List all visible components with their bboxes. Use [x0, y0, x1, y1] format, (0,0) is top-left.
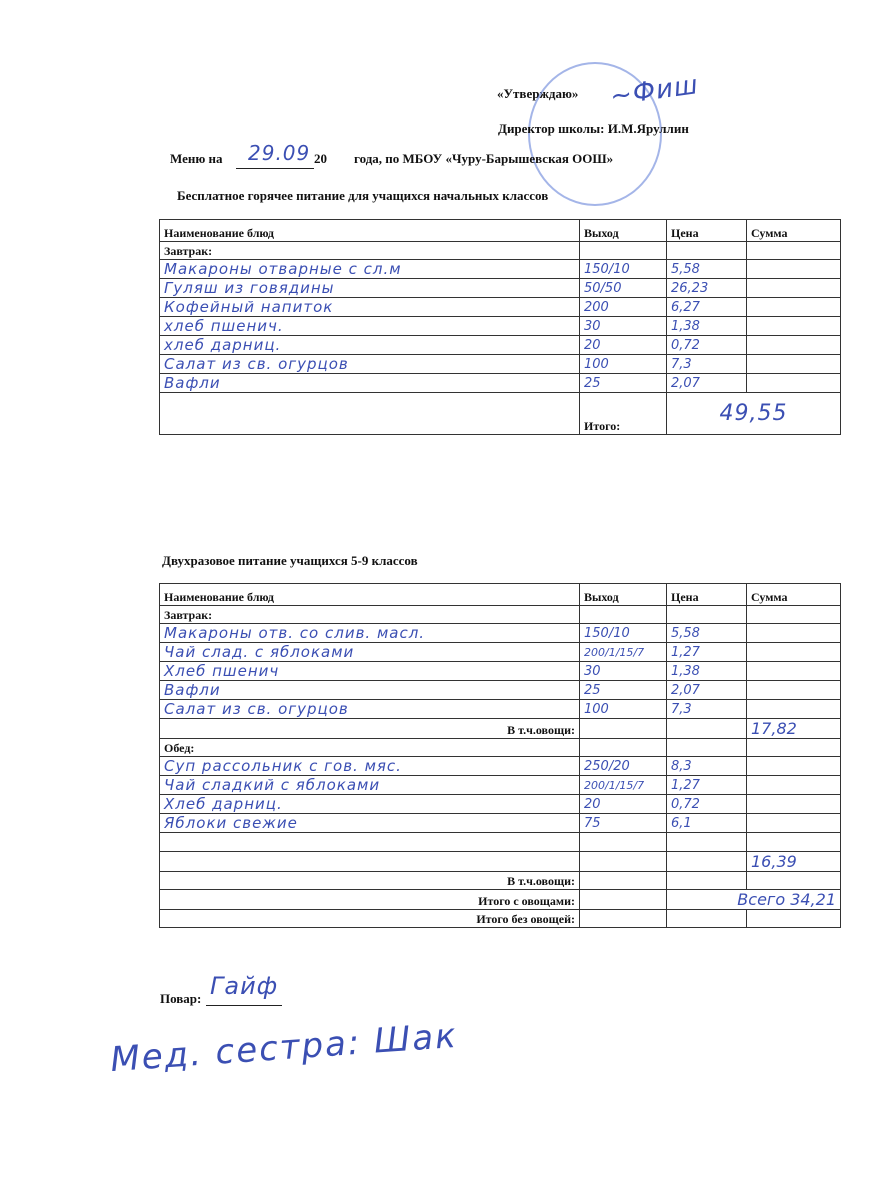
dish-output: 20	[580, 795, 667, 814]
col-price-header: Цена	[667, 220, 747, 242]
menu-date: 29.09	[248, 141, 311, 165]
breakfast-label: Завтрак:	[160, 606, 580, 624]
dish-output: 50/50	[580, 279, 667, 298]
dish-name: Салат из св. огурцов	[160, 700, 580, 719]
dish-name: Хлеб дарниц.	[160, 795, 580, 814]
dish-output: 30	[580, 662, 667, 681]
col-sum-header: Сумма	[747, 584, 841, 606]
dish-name: Макароны отв. со слив. масл.	[160, 624, 580, 643]
two-meal-table	[159, 583, 841, 928]
section1-title: Бесплатное горячее питание для учащихся начальных классов	[177, 188, 549, 203]
dish-price: 2,07	[667, 681, 747, 700]
with-veg-value: Всего 34,21	[667, 890, 841, 910]
table-row	[160, 336, 841, 355]
dish-price: 1,38	[667, 662, 747, 681]
dish-output: 100	[580, 355, 667, 374]
dish-output: 25	[580, 681, 667, 700]
dish-output: 200/1/15/7	[580, 776, 667, 795]
director-line: Директор школы: И.М.Яруллин	[498, 121, 689, 136]
table-row	[160, 317, 841, 336]
dish-output: 200	[580, 298, 667, 317]
col-output-header: Выход	[580, 584, 667, 606]
director-signature: ~Фиш	[608, 69, 701, 113]
dish-name: хлеб дарниц.	[160, 336, 580, 355]
total-label: Итого:	[580, 393, 667, 435]
col-sum-header: Сумма	[747, 220, 841, 242]
dish-output: 30	[580, 317, 667, 336]
dish-name: Салат из св. огурцов	[160, 355, 580, 374]
table-row	[160, 757, 841, 776]
breakfast-total: 17,82	[747, 719, 841, 739]
dish-name: Кофейный напиток	[160, 298, 580, 317]
dish-name: Вафли	[160, 681, 580, 700]
col-name-header: Наименование блюд	[160, 220, 580, 242]
dish-price: 8,3	[667, 757, 747, 776]
dish-output: 25	[580, 374, 667, 393]
meal-label: Завтрак:	[160, 242, 580, 260]
table-row	[160, 681, 841, 700]
table-row	[160, 355, 841, 374]
dish-price: 1,38	[667, 317, 747, 336]
dish-name: Вафли	[160, 374, 580, 393]
with-veg-label: Итого с овощами:	[160, 890, 580, 910]
dish-name: Хлеб пшенич	[160, 662, 580, 681]
table-row	[160, 700, 841, 719]
table-row	[160, 260, 841, 279]
section2-title: Двухразовое питание учащихся 5-9 классов	[162, 553, 418, 568]
without-veg-label: Итого без овощей:	[160, 910, 580, 928]
dish-name: Чай слад. с яблоками	[160, 643, 580, 662]
table-row	[160, 662, 841, 681]
col-price-header: Цена	[667, 584, 747, 606]
dish-name: Гуляш из говядины	[160, 279, 580, 298]
menu-school: года, по МБОУ «Чуру-Барышевская ООШ»	[354, 151, 614, 166]
dish-price: 6,27	[667, 298, 747, 317]
table-row	[160, 298, 841, 317]
dish-price: 26,23	[667, 279, 747, 298]
col-output-header: Выход	[580, 220, 667, 242]
table-row	[160, 776, 841, 795]
table-row	[160, 279, 841, 298]
dish-name: Чай сладкий с яблоками	[160, 776, 580, 795]
table-row	[160, 374, 841, 393]
lunch-label: Обед:	[160, 739, 580, 757]
dish-price: 5,58	[667, 260, 747, 279]
dish-output: 250/20	[580, 757, 667, 776]
nurse-signature: Мед. сестра: Шак	[109, 1015, 459, 1081]
total-value: 49,55	[667, 393, 841, 435]
dish-price: 7,3	[667, 355, 747, 374]
dish-name: Суп рассольник с гов. мяс.	[160, 757, 580, 776]
approval-label: «Утверждаю»	[497, 86, 579, 101]
dish-price: 1,27	[667, 776, 747, 795]
table-row	[160, 814, 841, 833]
dish-price: 1,27	[667, 643, 747, 662]
lunch-total: 16,39	[747, 852, 841, 872]
free-meal-table	[159, 219, 841, 435]
dish-price: 0,72	[667, 795, 747, 814]
dish-price: 7,3	[667, 700, 747, 719]
dish-output: 75	[580, 814, 667, 833]
breakfast-veg-label: В т.ч.овощи:	[160, 719, 580, 739]
table-row	[160, 643, 841, 662]
lunch-veg-label: В т.ч.овощи:	[160, 872, 580, 890]
dish-name: Яблоки свежие	[160, 814, 580, 833]
col-name-header: Наименование блюд	[160, 584, 580, 606]
dish-price: 6,1	[667, 814, 747, 833]
dish-price: 2,07	[667, 374, 747, 393]
table-row	[160, 795, 841, 814]
dish-price: 0,72	[667, 336, 747, 355]
dish-output: 150/10	[580, 260, 667, 279]
table-row	[160, 624, 841, 643]
dish-output: 200/1/15/7	[580, 643, 667, 662]
dish-name: Макароны отварные с сл.м	[160, 260, 580, 279]
dish-output: 100	[580, 700, 667, 719]
cook-label: Повар:	[160, 991, 202, 1006]
menu-year: 20	[314, 151, 327, 166]
dish-output: 20	[580, 336, 667, 355]
menu-prefix: Меню на	[170, 151, 223, 166]
dish-name: хлеб пшенич.	[160, 317, 580, 336]
dish-output: 150/10	[580, 624, 667, 643]
dish-price: 5,58	[667, 624, 747, 643]
cook-signature: Гайф	[210, 972, 279, 1000]
